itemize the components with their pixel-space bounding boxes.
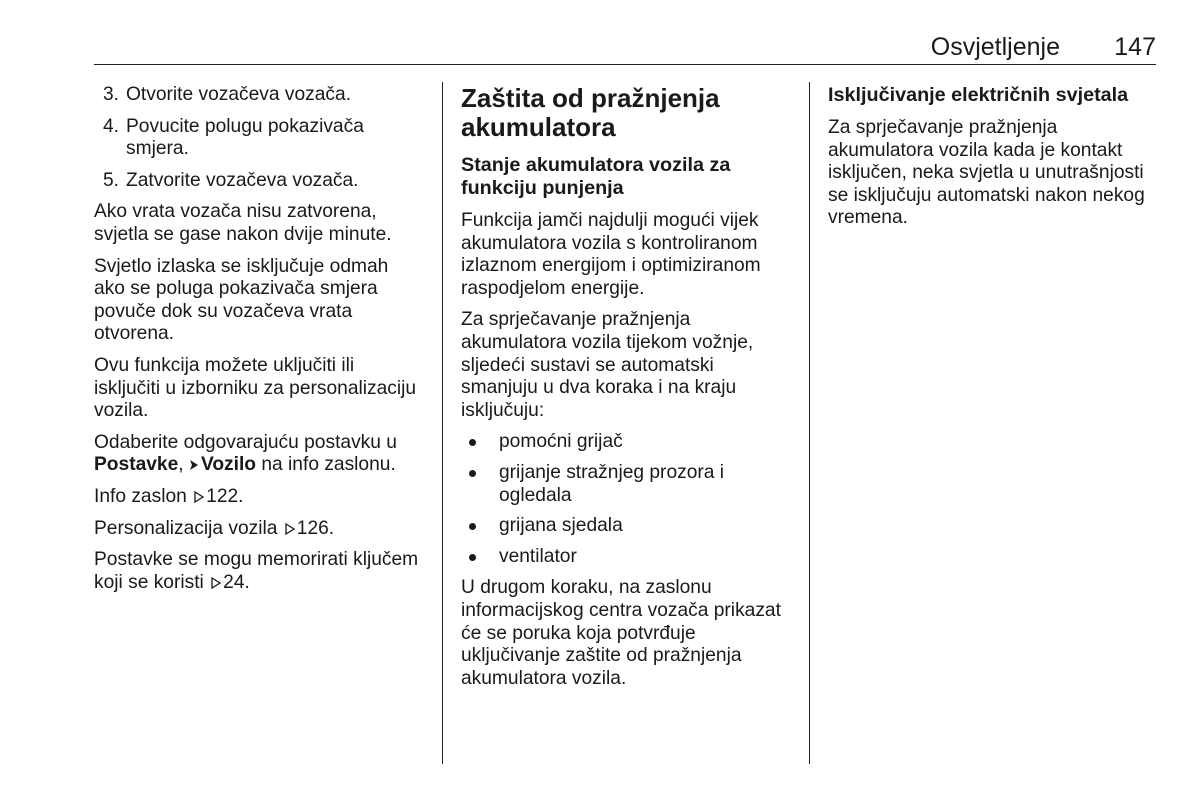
list-item	[94, 170, 424, 193]
step-text: Zatvorite vozačeva vozača.	[126, 169, 359, 191]
list-item	[461, 515, 791, 538]
column-middle	[461, 84, 791, 699]
step-number: 5.	[103, 169, 120, 191]
settings-suffix: na info zaslonu.	[261, 454, 396, 476]
column-left	[94, 84, 424, 603]
paragraph: Za sprječavanje pražnjenja akumulatora vozila tijekom vožnje, sljedeći sustavi se automatski smanjuju u dva koraka i na kraju isključuju:	[461, 309, 754, 421]
step-number: 4.	[103, 115, 120, 137]
page-number: 147	[1114, 33, 1156, 61]
section-title: Osvjetljenje	[930, 33, 1060, 61]
column-right	[828, 84, 1158, 239]
cross-reference[interactable]	[94, 518, 424, 541]
subsection-heading: Stanje akumulatora vozila za funkciju punjenja	[461, 154, 731, 199]
menu-separator: ,	[178, 454, 184, 476]
bullet-text: pomoćni grijač	[499, 431, 623, 453]
list-item	[461, 462, 791, 507]
page-reference-icon	[194, 491, 204, 503]
reference-page: 122.	[206, 485, 244, 507]
paragraph-with-reference	[94, 549, 424, 594]
settings-prefix: Odaberite odgovarajuću postavku u	[94, 431, 397, 453]
bullet-text: ventilator	[499, 545, 577, 567]
reference-text: Postavke se mogu memorirati ključem koji se koristi	[94, 549, 419, 593]
page-reference-icon	[211, 577, 221, 589]
step-text: Otvorite vozačeva vozača.	[126, 84, 352, 105]
list-item	[94, 116, 424, 161]
paragraph: Ako vrata vozača nisu zatvorena, svjetla se gase nakon dvije minute.	[94, 201, 392, 245]
reference-text: Info zaslon	[94, 485, 187, 507]
menu-arrow-icon	[189, 459, 199, 471]
list-item	[461, 431, 791, 454]
list-item	[94, 84, 424, 107]
menu-settings-label: Postavke	[94, 454, 179, 476]
subsection-heading: Isključivanje električnih svjetala	[828, 84, 1129, 106]
column-divider	[442, 82, 443, 764]
page-header	[94, 30, 1156, 65]
cross-reference[interactable]	[94, 486, 424, 509]
reference-page[interactable]: 24.	[223, 571, 250, 593]
paragraph: Funkcija jamči najdulji mogući vijek akumulatora vozila s kontroliranom izlaznom energijom i optimiziranom raspodjelom energije.	[461, 210, 761, 299]
bullet-list	[461, 431, 791, 568]
paragraph-settings-path	[94, 432, 424, 477]
bullet-icon	[469, 470, 476, 477]
step-number: 3.	[103, 84, 120, 105]
bullet-text: grijana sjedala	[499, 515, 623, 537]
paragraph: U drugom koraku, na zaslonu informacijskog centra vozača prikazat će se poruka koja potvrđuje uključivanje zaštite od pražnjenja akumulatora vozila.	[461, 577, 781, 689]
list-item	[461, 546, 791, 569]
bullet-icon	[469, 439, 476, 446]
menu-vehicle-label: Vozilo	[200, 454, 257, 476]
bullet-icon	[469, 554, 476, 561]
reference-page: 126.	[296, 517, 335, 539]
section-heading: Zaštita od pražnjenja akumulatora	[461, 83, 720, 142]
column-divider	[809, 82, 810, 764]
page-reference-icon	[285, 523, 295, 535]
paragraph: Za sprječavanje pražnjenja akumulatora vozila kada je kontakt isključen, neka svjetla u unutrašnjosti se isključuju automatski nakon nekog vremena.	[828, 117, 1145, 229]
paragraph: Ovu funkcija možete uključiti ili isključiti u izborniku za personalizaciju vozila.	[94, 354, 417, 422]
steps-list	[94, 84, 424, 192]
step-text: Povucite polugu pokazivača smjera.	[126, 115, 364, 160]
bullet-text: grijanje stražnjeg prozora i ogledala	[499, 461, 725, 506]
paragraph: Svjetlo izlaska se isključuje odmah ako se poluga pokazivača smjera povuče dok su vozačeva vrata otvorena.	[94, 255, 389, 345]
bullet-icon	[469, 523, 476, 530]
reference-text: Personalizacija vozila	[94, 517, 278, 539]
